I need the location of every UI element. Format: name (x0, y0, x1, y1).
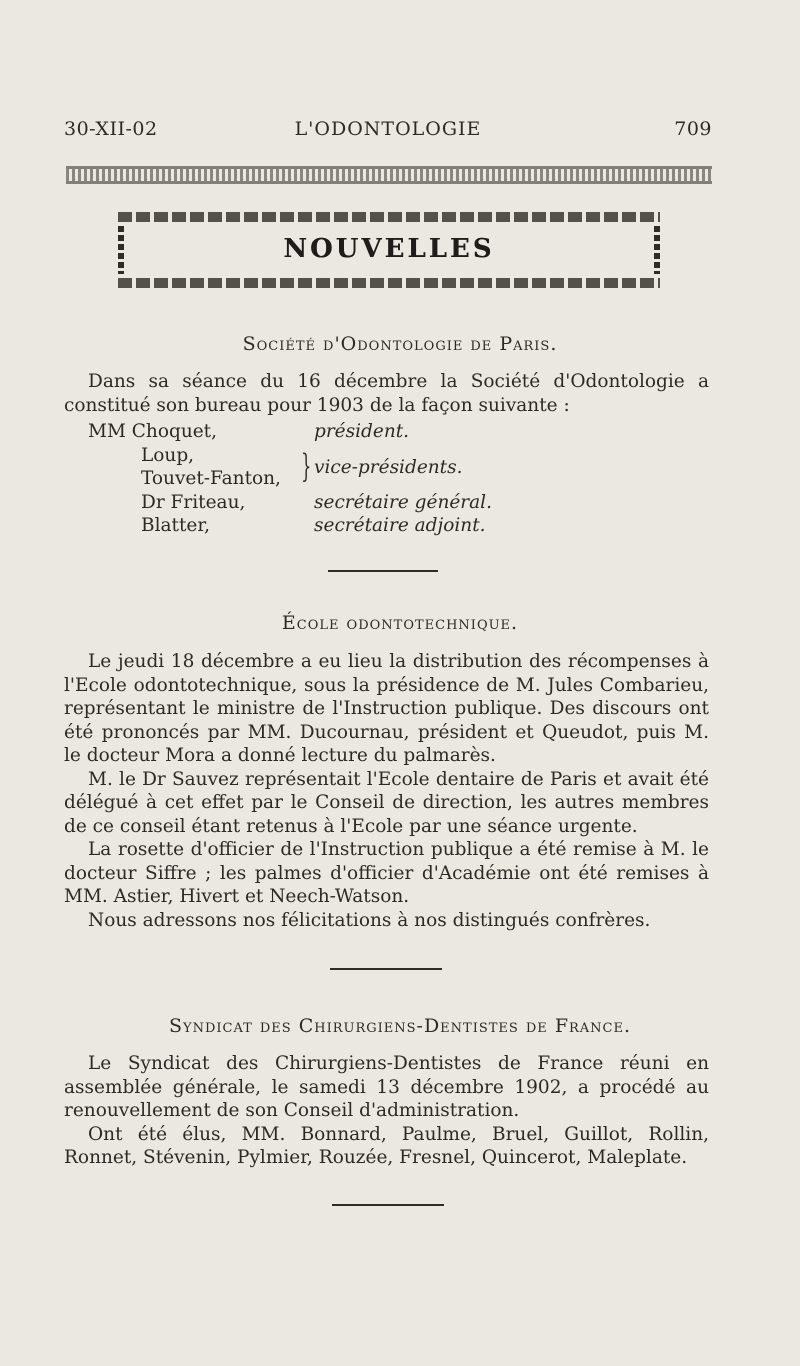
banner-title: NOUVELLES (283, 234, 495, 264)
bureau-row-vice-presidents (88, 444, 568, 491)
section-title-societe: Société d'Odontologie de Paris. (242, 333, 558, 355)
section-ecole-body (64, 650, 709, 932)
bureau-row-secretary-assistant (88, 514, 568, 538)
section-title-syndicat: Syndicat des Chirurgiens-Dentistes de France. (168, 1015, 632, 1037)
paragraph: Ont été élus, MM. Bonnard, Paulme, Bruel, Guillot, Rollin, Ronnet, Stévenin, Pylmier, Rouzée, Fresnel, Quincerot, Maleplate. (64, 1123, 709, 1168)
section-title-ecole: École odontotechnique. (281, 612, 519, 634)
member-role: président. (314, 421, 410, 442)
ornamental-band (66, 166, 712, 184)
paragraph: Le Syndicat des Chirurgiens-Dentistes de France réuni en assemblée générale, le samedi 13 décembre 1902, a procédé au renouvellement de son Conseil d'administration. (64, 1053, 709, 1121)
section-divider (330, 968, 442, 970)
paragraph: La rosette d'officier de l'Instruction publique a été remise à M. le docteur Siffre ; les palmes d'officier d'Académie ont été remises à MM. Astier, Hivert et Neech-Watson. (64, 839, 709, 907)
member-name: MM Choquet, (88, 421, 217, 442)
member-name: Dr Friteau, (141, 491, 246, 513)
bureau-list (88, 420, 568, 538)
header-journal-title: L'ODONTOLOGIE (294, 118, 482, 140)
member-role: secrétaire général. (314, 491, 492, 513)
section-divider (332, 1204, 444, 1206)
brace-glyph: } (301, 446, 312, 485)
member-role: vice-présidents. (314, 456, 463, 478)
paragraph: Le jeudi 18 décembre a eu lieu la distribution des récompenses à l'Ecole odontotechnique, sous la présidence de M. Jules Combarieu, représentant le ministre de l'Instruction publique. Des discours ont été prononcés par MM. Ducournau, président et Queudot, puis M. le docteur Mora a donné lecture du palmarès. (64, 651, 709, 766)
section-societe-intro (64, 370, 709, 417)
paragraph: Dans sa séance du 16 décembre la Société d'Odontologie a constitué son bureau pour 1903 de la façon suivante : (64, 371, 709, 416)
running-header (64, 118, 712, 144)
greek-key-border-bottom (118, 278, 660, 288)
bureau-row-secretary-general (88, 491, 568, 515)
member-name: Touvet-Fanton, (141, 467, 281, 489)
member-role: secrétaire adjoint. (314, 515, 486, 536)
paragraph: Nous adressons nos félicitations à nos distingués confrères. (88, 909, 651, 931)
member-name: Blatter, (141, 515, 211, 536)
greek-key-border-top (118, 212, 660, 222)
header-page-number: 709 (674, 118, 712, 140)
member-name: Loup, (141, 444, 195, 466)
banner-frame (118, 212, 660, 288)
section-syndicat-body (64, 1052, 709, 1170)
bureau-row-president (88, 420, 568, 444)
header-date: 30-XII-02 (64, 118, 158, 140)
paragraph: M. le Dr Sauvez représentait l'Ecole dentaire de Paris et avait été délégué à cet effet par le Conseil de direction, les autres membres de ce conseil étant retenus à l'Ecole par une séance urgente. (64, 768, 709, 837)
section-divider (328, 570, 438, 572)
